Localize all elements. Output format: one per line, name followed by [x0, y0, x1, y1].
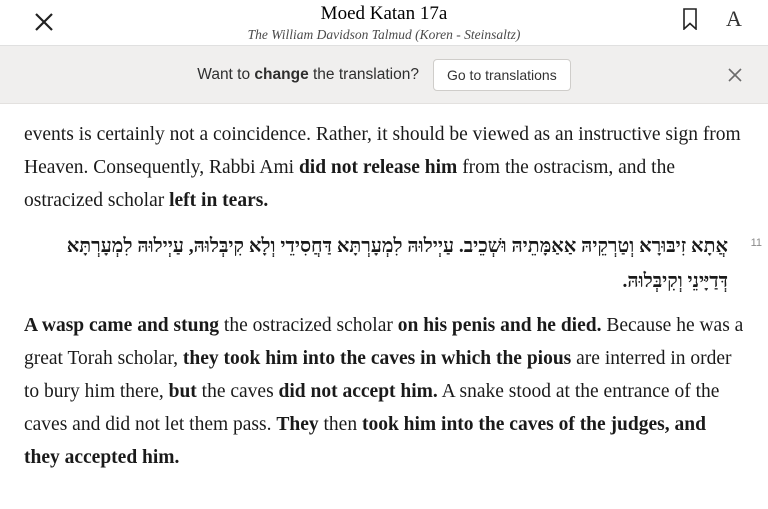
- text-run-9: A snake stood at the entrance of the caves and did not let them pass.: [24, 381, 720, 435]
- banner-text-before: Want to: [197, 65, 255, 83]
- text-run-7: the caves: [196, 381, 279, 402]
- text-run-2: from the ostracism, and the ostracized scholar: [24, 157, 676, 211]
- text-content[interactable]: [0, 104, 768, 509]
- banner-content: [197, 59, 570, 91]
- translation-banner: [0, 46, 768, 104]
- page-title: Moed Katan 17a: [320, 3, 448, 24]
- text-run-3: Because he was a great Torah scholar,: [24, 315, 744, 369]
- hebrew-segment-block: [24, 229, 762, 299]
- text-run-6: but: [168, 381, 197, 402]
- text-run-11: then: [318, 414, 362, 435]
- page-subtitle: The William Davidson Talmud (Koren - Steinsaltz): [247, 27, 521, 42]
- header-titles: [0, 0, 768, 44]
- text-run-3: left in tears.: [169, 190, 269, 211]
- banner-message: [197, 66, 419, 84]
- banner-text-after: the translation?: [308, 65, 419, 83]
- text-run-4: they took him into the caves in which the pious: [182, 348, 572, 369]
- font-size-button[interactable]: A: [726, 6, 742, 31]
- text-run-1: did not release him: [298, 157, 458, 178]
- text-run-10: They: [276, 414, 319, 435]
- close-reader-button[interactable]: [28, 6, 60, 38]
- go-to-translations-button[interactable]: Go to translations: [433, 59, 571, 91]
- banner-text-bold: change: [254, 65, 309, 83]
- text-run-1: the ostracized scholar: [219, 315, 398, 336]
- segment-number: 11: [750, 237, 762, 249]
- banner-close-icon[interactable]: [722, 62, 748, 88]
- hebrew-paragraph: אֲתָא זִיבּוּרָא וְטַרְקֵיהּ אַאַמָּתֵיהּ וּשְׁכֵיב. עַיְילוּהּ לִמְעָרְתָּא דַּחֲסִידֵי וְלָא קִיבְּלוּהּ, עַיְילוּהּ לִמְעָרְתָּא דְּדַיָּינֵי וְקִיבְּלוּהּ.: [66, 236, 728, 292]
- reader-header: [0, 0, 768, 46]
- text-run-8: did not accept him.: [278, 381, 438, 402]
- bookmark-icon[interactable]: [676, 4, 704, 34]
- text-run-5: are interred in order to bury him there,: [24, 348, 732, 402]
- english-paragraph-1: [24, 118, 744, 217]
- text-run-0: A wasp came and stung: [24, 315, 220, 336]
- english-paragraph-2: [24, 309, 744, 474]
- text-run-12: took him into the caves of the judges, and they accepted him.: [24, 414, 706, 468]
- header-actions: [676, 4, 748, 34]
- text-run-0: events is certainly not a coincidence. Rather, it should be viewed as an instructive sign from Heaven. Consequently, Rabbi Ami: [24, 124, 741, 178]
- text-run-2: on his penis and he died.: [397, 315, 602, 336]
